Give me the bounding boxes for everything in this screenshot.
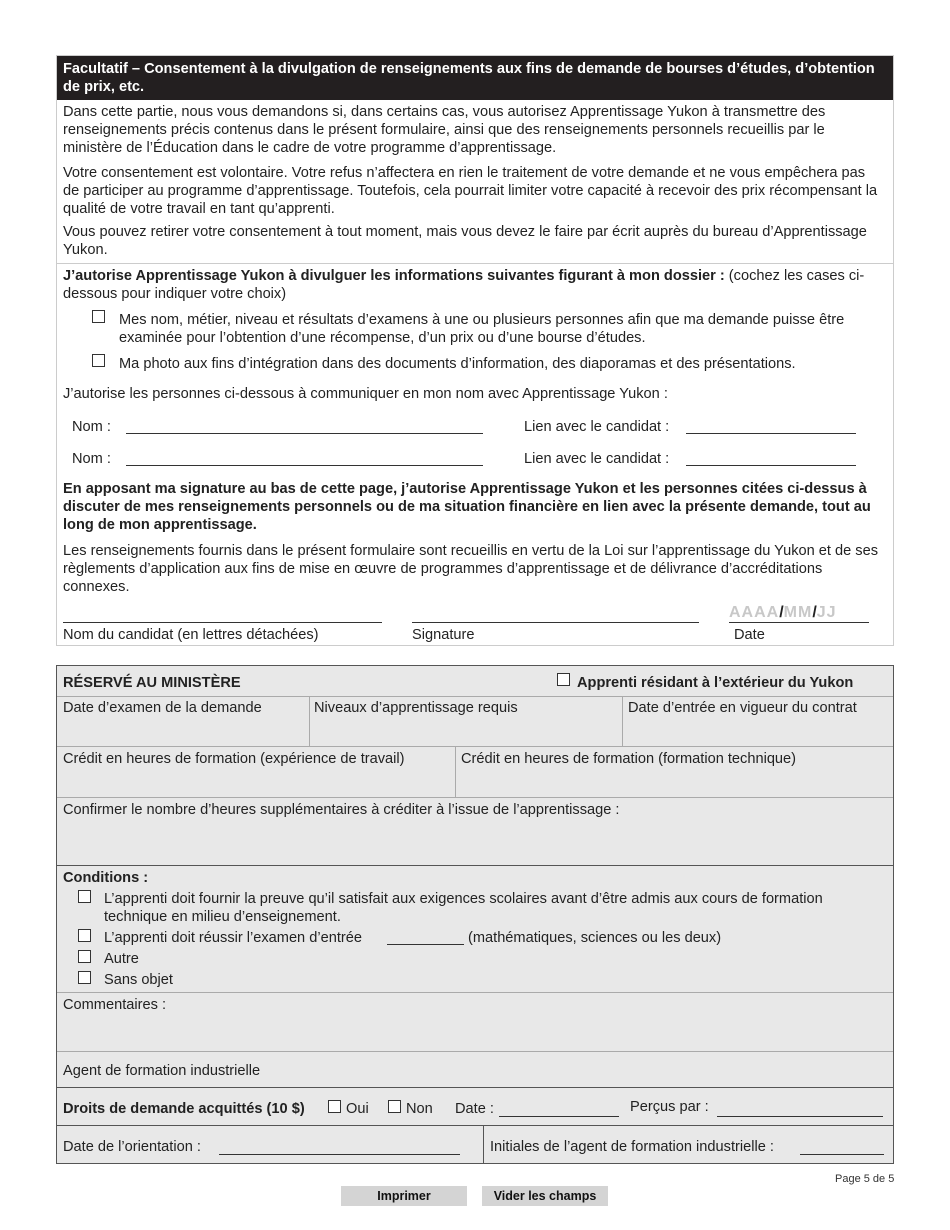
- initials-label: Initiales de l’agent de formation industrielle :: [490, 1139, 774, 1155]
- condition-academic-label: L’apprenti doit fournir la preuve qu’il satisfait aux exigences scolaires avant d’être admis aux cours de formation technique en milieu d’enseignement.: [104, 891, 823, 925]
- person2-lien-field[interactable]: [686, 465, 856, 466]
- comments-field[interactable]: Commentaires :: [63, 997, 166, 1013]
- date-field[interactable]: [729, 604, 837, 622]
- legal-notice: Les renseignements fournis dans le présent formulaire sont recueillis en vertu de la Loi sur l’apprentissage du Yukon et de ses règlements d’application aux fins de mise en œuvre de programmes d’apprentissage et de délivrance d’accréditations connexes.: [63, 543, 879, 595]
- person2-lien-label: Lien avec le candidat :: [524, 451, 670, 467]
- page-number: Page 5 de 5: [835, 1173, 895, 1185]
- date-month-placeholder: MM: [783, 604, 813, 621]
- cell-divider: [309, 696, 310, 746]
- received-by-field[interactable]: [717, 1116, 883, 1117]
- condition-academic-checkbox[interactable]: [78, 890, 91, 903]
- outside-yukon-label: Apprenti résidant à l’extérieur du Yukon: [577, 675, 854, 691]
- signature-field[interactable]: [412, 622, 699, 623]
- clear-fields-button[interactable]: Vider les champs: [482, 1186, 608, 1206]
- authorization-instruction: (cochez les cases ci-dessous pour indiquer votre choix): [63, 268, 865, 302]
- person1-nom-label: Nom :: [72, 419, 111, 435]
- fees-oui-label: Oui: [346, 1101, 369, 1117]
- print-button[interactable]: Imprimer: [341, 1186, 467, 1206]
- cell-divider: [622, 696, 623, 746]
- exam-date-field[interactable]: Date d’examen de la demande: [63, 700, 262, 716]
- fees-non-label: Non: [406, 1101, 433, 1117]
- person2-nom-label: Nom :: [72, 451, 111, 467]
- row-divider: [57, 746, 893, 747]
- condition-entrance-exam-label: L’apprenti doit réussir l’examen d’entrée: [104, 930, 362, 946]
- condition-na-label: Sans objet: [104, 972, 173, 988]
- authorization-statement: [63, 267, 883, 303]
- fees-date-field[interactable]: [499, 1116, 619, 1117]
- fees-label: Droits de demande acquittés (10 $): [63, 1101, 305, 1117]
- date-day-placeholder: JJ: [816, 604, 837, 621]
- date-year-placeholder: AAAA: [729, 604, 780, 621]
- confirm-hours-field[interactable]: Confirmer le nombre d’heures supplémentaires à créditer à l’issue de l’apprentissage :: [63, 802, 620, 818]
- outside-yukon-checkbox[interactable]: [557, 673, 570, 686]
- consent-paragraph-2: Votre consentement est volontaire. Votre refus n’affectera en rien le traitement de votre demande et ne vous empêchera pas de participer au programme d’apprentissage. Toutefois, cela pourrait limiter votre capacité à recevoir des prix récompensant la qualité de votre travail en tant qu’apprenti.: [63, 165, 878, 217]
- date-caption: Date: [734, 627, 765, 643]
- cell-divider: [483, 1125, 484, 1163]
- office-use-section: [56, 665, 894, 1164]
- person1-nom-field[interactable]: [126, 433, 483, 434]
- condition-na-checkbox[interactable]: [78, 971, 91, 984]
- candidate-name-field[interactable]: [63, 622, 382, 623]
- row-divider: [57, 992, 893, 993]
- row-divider: [57, 1125, 893, 1126]
- signature-caption: Signature: [412, 627, 475, 643]
- orientation-date-label: Date de l’orientation :: [63, 1139, 201, 1155]
- conditions-title: Conditions :: [63, 870, 149, 886]
- person1-lien-field[interactable]: [686, 433, 856, 434]
- row-divider: [57, 1051, 893, 1052]
- fees-date-label: Date :: [455, 1101, 494, 1117]
- initials-field[interactable]: [800, 1154, 884, 1155]
- credit-work-field[interactable]: Crédit en heures de formation (expérience de travail): [63, 751, 405, 767]
- consent-section: [56, 55, 894, 646]
- consent-paragraph-1: Dans cette partie, nous vous demandons si, dans certains cas, vous autorisez Apprentissage Yukon à transmettre des renseignements précis contenus dans le présent formulaire, ainsi que des renseignements personnels recueillis par le ministère de l’Éducation dans le cadre de votre programme d’apprentissage.: [63, 104, 826, 156]
- fees-oui-checkbox[interactable]: [328, 1100, 341, 1113]
- divider: [57, 263, 893, 264]
- signature-statement: En apposant ma signature au bas de cette page, j’autorise Apprentissage Yukon et les personnes citées ci-dessus à discuter de mes renseignements personnels ou de ma situation financière en lien avec la présente demande, tout au long de mon apprentissage.: [63, 481, 871, 533]
- authorization-bold: J’autorise Apprentissage Yukon à divulguer les informations suivantes figurant à mon dossier :: [63, 268, 725, 284]
- date-underline: [729, 622, 869, 623]
- option-photo-checkbox[interactable]: [92, 354, 105, 367]
- consent-paragraph-3: Vous pouvez retirer votre consentement à tout moment, mais vous devez le faire par écrit auprès du bureau d’Apprentissage Yukon.: [63, 224, 867, 258]
- row-divider: [57, 696, 893, 697]
- condition-other-label: Autre: [104, 951, 139, 967]
- received-by-label: Perçus par :: [630, 1099, 709, 1115]
- office-title: RÉSERVÉ AU MINISTÈRE: [63, 675, 241, 691]
- option-name-trade-label: Mes nom, métier, niveau et résultats d’examens à une ou plusieurs personnes afin que ma demande puisse être examinée pour l’obtention d’une récompense, d’un prix ou d’une bourse d’études.: [119, 312, 845, 346]
- candidate-name-caption: Nom du candidat (en lettres détachées): [63, 627, 319, 643]
- consent-title: Facultatif – Consentement à la divulgation de renseignements aux fins de demande de bourses d’études, d’obtention de prix, etc.: [57, 56, 893, 100]
- condition-other-checkbox[interactable]: [78, 950, 91, 963]
- condition-entrance-exam-subjects: (mathématiques, sciences ou les deux): [468, 930, 722, 946]
- date-separator: /: [812, 604, 817, 621]
- row-divider: [57, 1087, 893, 1088]
- condition-entrance-exam-checkbox[interactable]: [78, 929, 91, 942]
- row-divider: [57, 797, 893, 798]
- orientation-date-field[interactable]: [219, 1154, 460, 1155]
- row-divider: [57, 865, 893, 866]
- cell-divider: [455, 746, 456, 797]
- levels-field[interactable]: Niveaux d’apprentissage requis: [314, 700, 518, 716]
- option-name-trade-checkbox[interactable]: [92, 310, 105, 323]
- person2-nom-field[interactable]: [126, 465, 483, 466]
- fees-non-checkbox[interactable]: [388, 1100, 401, 1113]
- date-separator: /: [779, 604, 784, 621]
- agent-field[interactable]: Agent de formation industrielle: [63, 1063, 261, 1079]
- option-photo-label: Ma photo aux fins d’intégration dans des documents d’information, des diaporamas et des présentations.: [119, 356, 796, 372]
- contract-date-field[interactable]: Date d’entrée en vigueur du contrat: [628, 700, 857, 716]
- entrance-exam-field[interactable]: [387, 944, 464, 945]
- person1-lien-label: Lien avec le candidat :: [524, 419, 670, 435]
- credit-tech-field[interactable]: Crédit en heures de formation (formation technique): [461, 751, 797, 767]
- authorize-persons-text: J’autorise les personnes ci-dessous à communiquer en mon nom avec Apprentissage Yukon :: [63, 386, 668, 402]
